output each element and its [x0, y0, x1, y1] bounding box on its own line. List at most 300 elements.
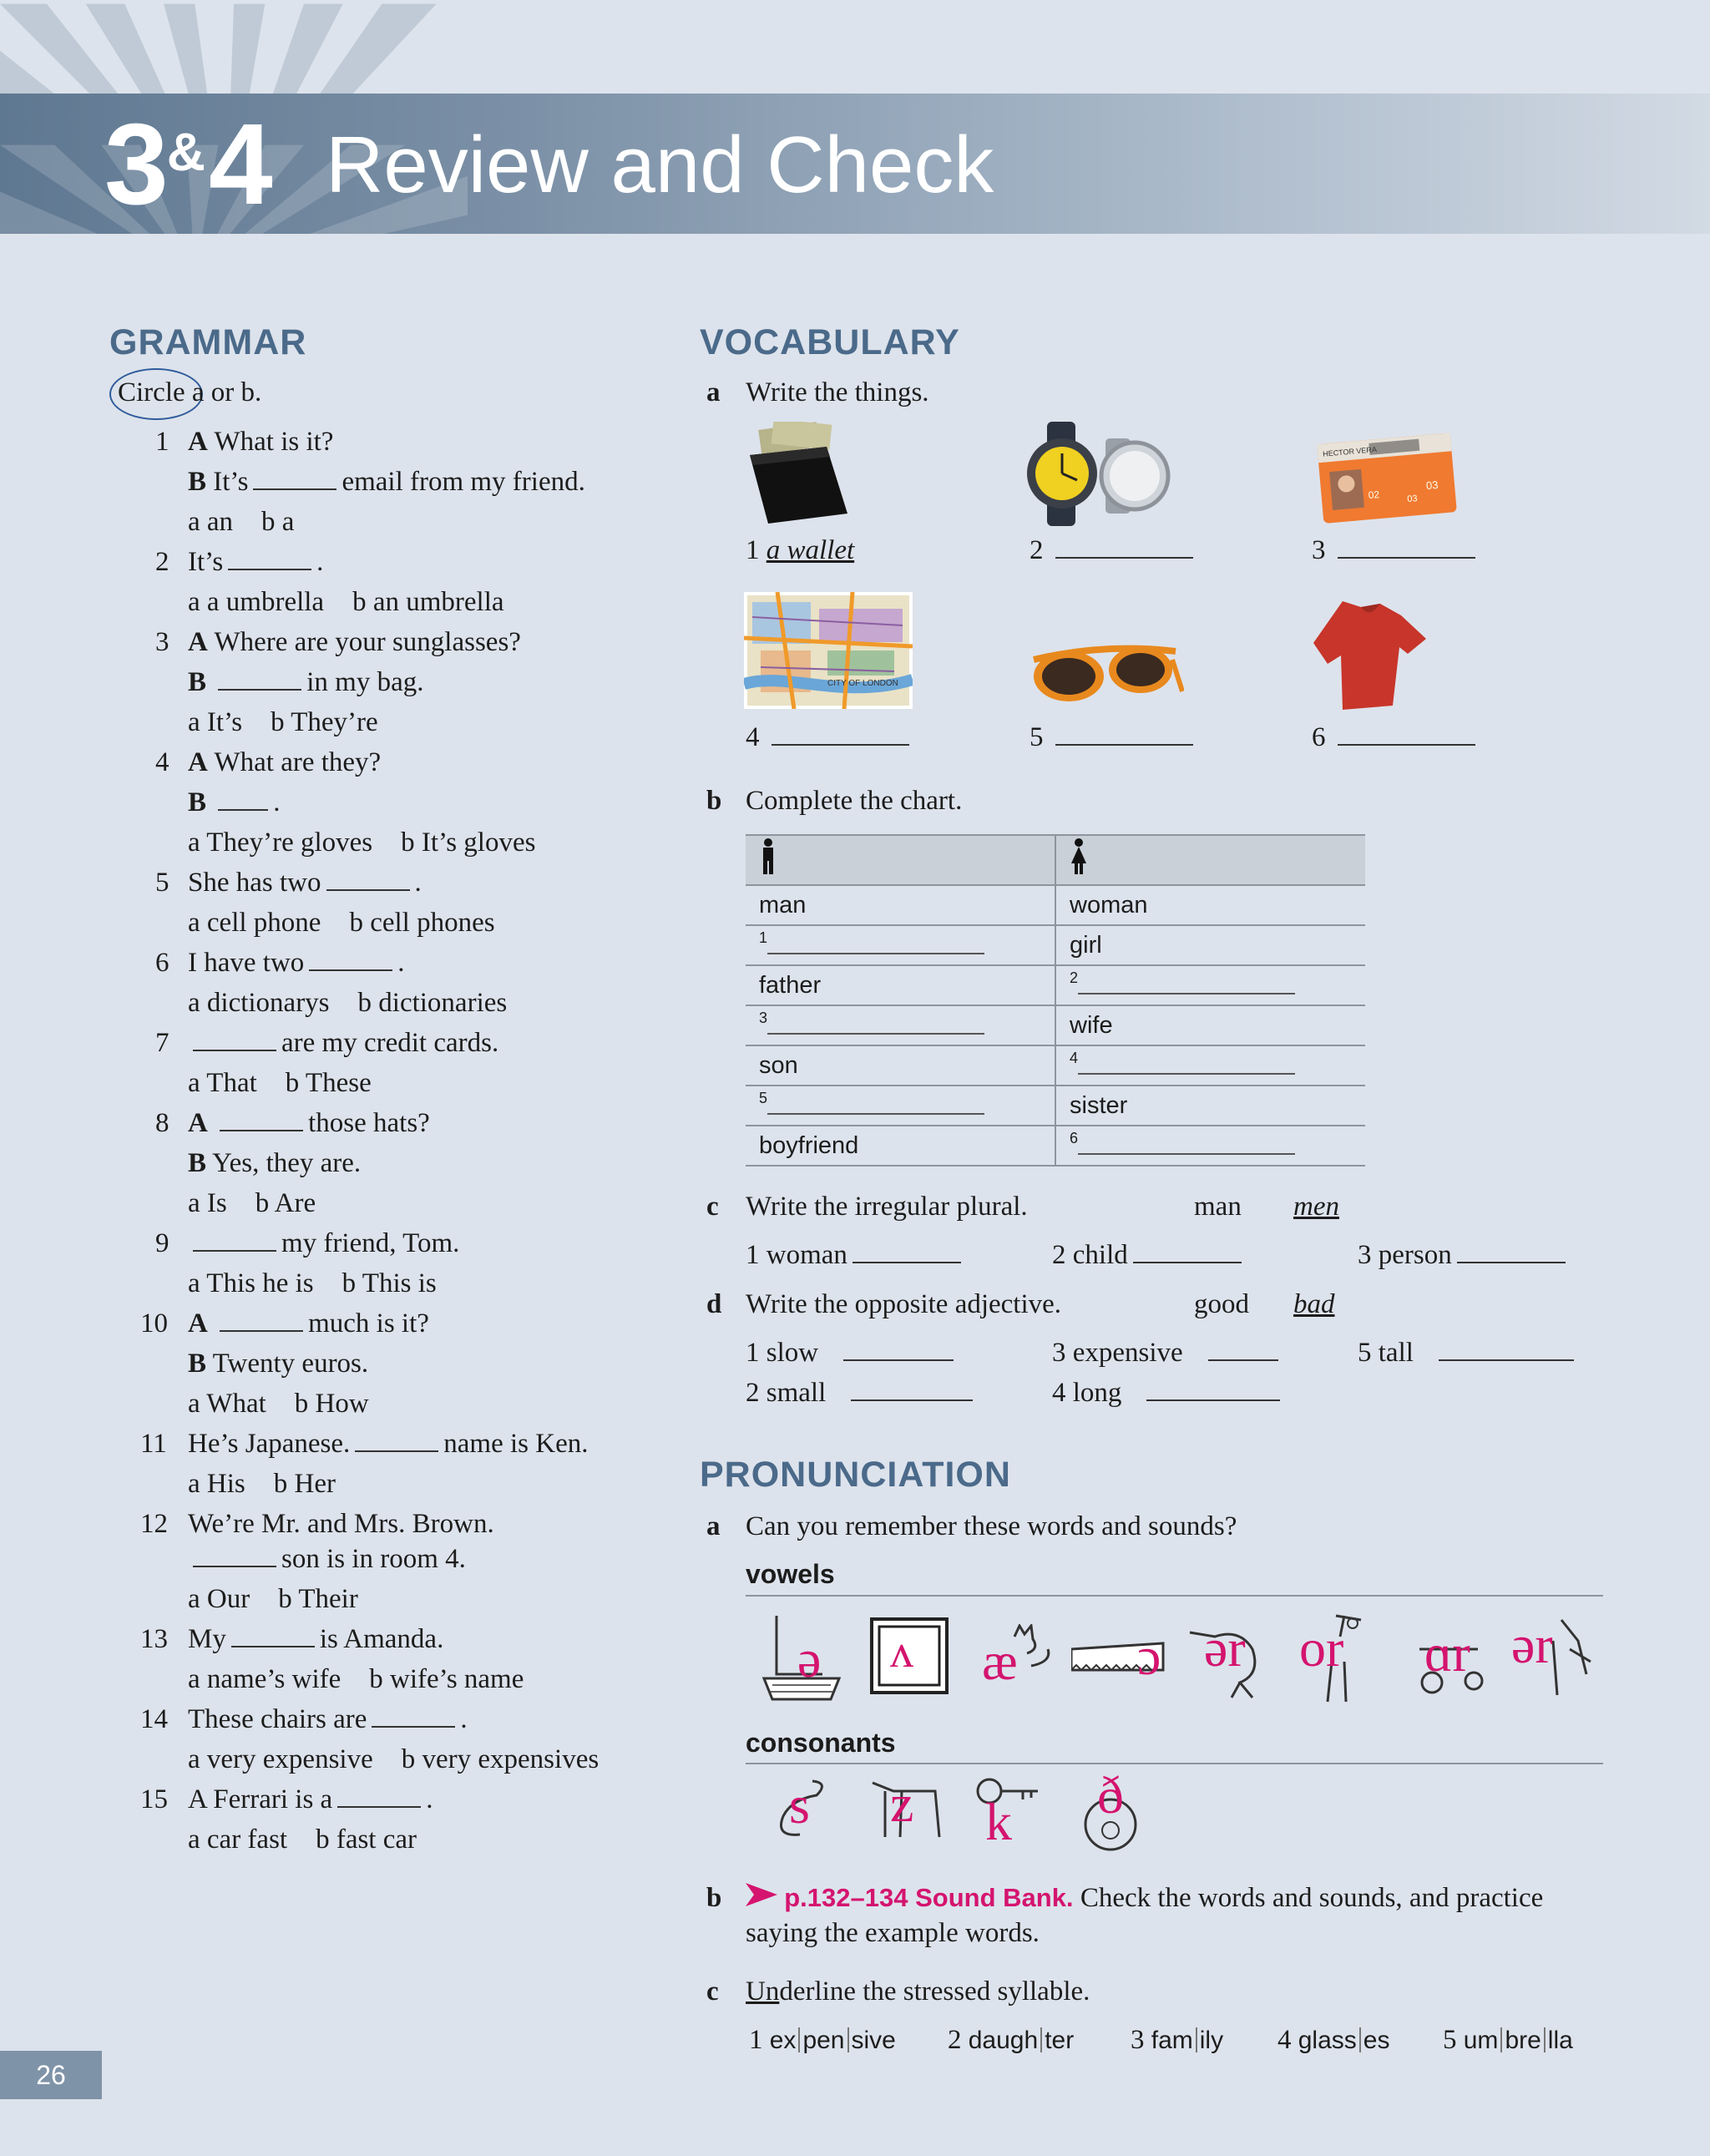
answer-blank[interactable] — [1133, 1240, 1242, 1263]
vowel-sound-2: ʌ — [890, 1626, 913, 1678]
consonant-sound-4: ð — [1097, 1765, 1124, 1825]
adjective-item — [746, 1377, 978, 1410]
item-number: 4 — [1052, 1378, 1066, 1408]
option-a[interactable]: a That — [188, 1068, 257, 1098]
vocab-d-example-answer: bad — [1293, 1289, 1335, 1319]
grammar-options — [188, 827, 564, 860]
grammar-heading: GRAMMAR — [109, 322, 307, 362]
answer-blank[interactable] — [218, 787, 268, 811]
syllable-word — [749, 2024, 896, 2057]
chart-header-row — [746, 835, 1365, 885]
chart-word: sister — [1070, 1091, 1128, 1119]
card-name-text: HECTOR VERA — [1322, 445, 1378, 458]
answer-blank[interactable] — [337, 1784, 421, 1808]
female-icon — [1070, 838, 1088, 875]
chart-row — [746, 1086, 1365, 1126]
syllable-text[interactable]: um bre lla — [1463, 2027, 1573, 2054]
chart-word: girl — [1070, 931, 1102, 959]
pron-b-letter: b — [706, 1883, 722, 1913]
vocab-item-2 — [1030, 534, 1198, 568]
grammar-item-number: 2 — [155, 547, 169, 577]
syllable-divider — [1359, 2027, 1361, 2052]
example-answer: a wallet — [766, 535, 855, 565]
item-number: 3 — [1312, 535, 1326, 565]
vocabulary-heading: VOCABULARY — [700, 322, 960, 362]
grammar-item-line — [188, 1147, 361, 1181]
item-word: child — [1072, 1240, 1128, 1270]
vowel-sound-7: ɑr — [1424, 1623, 1470, 1683]
option-a[interactable]: a His — [188, 1469, 245, 1499]
map-icon — [744, 592, 913, 709]
answer-line[interactable] — [767, 1013, 984, 1035]
line-text: My — [188, 1624, 226, 1654]
answer-blank[interactable] — [193, 1228, 276, 1252]
syllable-word — [1277, 2024, 1389, 2057]
grammar-item-line — [188, 787, 281, 820]
syllable-text[interactable]: ex pen sive — [769, 2027, 896, 2054]
family-chart — [746, 834, 1365, 1167]
female-cell — [1055, 1086, 1365, 1126]
item-word: small — [766, 1378, 827, 1408]
adjective-item — [1358, 1337, 1579, 1370]
grammar-item-line — [188, 1784, 433, 1817]
vocab-d-instruction: Write the opposite adjective. — [746, 1289, 1062, 1319]
answer-blank[interactable] — [851, 1378, 973, 1401]
consonants-label: consonants — [746, 1728, 896, 1758]
vocab-item-3 — [1312, 534, 1480, 568]
syllable-word — [1131, 2024, 1223, 2057]
speaker-label: B — [188, 467, 207, 497]
answer-blank[interactable] — [231, 1624, 315, 1647]
speaker-label: B — [188, 1148, 207, 1178]
item-number: 5 — [1030, 722, 1044, 752]
grammar-item-number: 15 — [140, 1784, 168, 1814]
chart-word: woman — [1070, 891, 1148, 919]
grammar-item-number: 9 — [155, 1228, 169, 1258]
syllable-word — [1443, 2024, 1573, 2057]
speaker-label: A — [188, 627, 208, 657]
line-text: . — [397, 948, 405, 978]
female-cell[interactable] — [1055, 1045, 1365, 1086]
vowel-sound-8: ər — [1511, 1615, 1553, 1674]
option-a[interactable]: a This he is — [188, 1268, 314, 1298]
answer-line[interactable] — [767, 1093, 984, 1115]
line-text: A Ferrari is a — [188, 1784, 333, 1814]
answer-blank[interactable] — [772, 722, 909, 746]
consonant-sound-3: k — [985, 1792, 1012, 1851]
grammar-item-line — [188, 1027, 498, 1060]
vocab-c-instruction: Write the irregular plural. — [746, 1192, 1028, 1222]
option-b[interactable]: b How — [294, 1389, 369, 1419]
card-number-text-3: 03 — [1406, 493, 1419, 505]
option-b[interactable]: b Are — [255, 1188, 316, 1218]
unit-number: 3&4 — [104, 100, 268, 229]
option-a[interactable]: a car fast — [188, 1825, 288, 1855]
grammar-item-line — [188, 747, 381, 780]
line-text: name is Ken. — [443, 1429, 589, 1459]
female-cell — [1055, 1005, 1365, 1045]
speaker-label: A — [188, 747, 208, 777]
pron-c-instruction: Underline the stressed syllable. — [746, 1976, 1090, 2007]
answer-line[interactable] — [1078, 1053, 1295, 1075]
blank-number: 2 — [1070, 969, 1079, 986]
line-text: These chairs are — [188, 1704, 367, 1734]
grammar-item-number: 7 — [155, 1028, 169, 1058]
line-text: much is it? — [308, 1308, 429, 1339]
item-number: 2 — [1052, 1240, 1066, 1270]
grammar-item-line — [188, 426, 333, 459]
blank-number: 1 — [759, 929, 768, 946]
item-number: 2 — [948, 2025, 962, 2055]
page-title: Review and Check — [326, 120, 994, 210]
male-cell — [746, 965, 1055, 1005]
blank-number: 6 — [1070, 1130, 1079, 1146]
item-number: 5 — [1358, 1338, 1372, 1368]
vocab-a-letter: a — [706, 377, 721, 407]
consonant-sound-1: s — [789, 1775, 810, 1835]
grammar-item-line — [188, 1703, 468, 1737]
chart-row — [746, 965, 1365, 1005]
grammar-item-number: 14 — [140, 1704, 168, 1734]
consonants-rule — [746, 1763, 1603, 1764]
line-text: . — [426, 1784, 433, 1814]
male-cell — [746, 1126, 1055, 1166]
grammar-item-number: 13 — [140, 1624, 168, 1654]
grammar-item-number: 3 — [155, 627, 169, 657]
speaker-label: A — [188, 1308, 208, 1339]
chart-row — [746, 1045, 1365, 1086]
line-text: . — [316, 547, 324, 577]
chart-word: man — [759, 891, 807, 919]
answer-blank[interactable] — [1439, 1338, 1574, 1361]
grammar-item-line — [188, 947, 405, 980]
card-number-text-2: 02 — [1368, 488, 1380, 502]
line-text: are my credit cards. — [281, 1028, 499, 1058]
card-number-text: 03 — [1425, 478, 1439, 493]
answer-line[interactable] — [1078, 1133, 1295, 1155]
grammar-item-number: 12 — [140, 1509, 168, 1539]
line-text: I have two — [188, 948, 305, 978]
item-number: 1 — [746, 1240, 760, 1270]
grammar-item-line — [188, 1623, 443, 1657]
grammar-options — [188, 706, 407, 740]
answer-blank[interactable] — [1208, 1338, 1278, 1361]
vocab-a-instruction: Write the things. — [746, 377, 929, 407]
item-number: 1 — [749, 2025, 763, 2055]
grammar-item-line — [188, 1107, 430, 1141]
item-number: 3 — [1131, 2025, 1145, 2055]
grammar-item-line — [188, 466, 585, 499]
grammar-item-number: 11 — [140, 1429, 167, 1459]
item-word: slow — [766, 1338, 819, 1368]
blank-number: 3 — [759, 1010, 768, 1026]
pron-c-letter: c — [706, 1976, 719, 2007]
line-text: We’re Mr. and Mrs. Brown. — [188, 1509, 494, 1539]
plural-item — [746, 1239, 966, 1273]
grammar-item-number: 5 — [155, 868, 169, 898]
grammar-options — [188, 1583, 387, 1617]
syllable-divider — [847, 2027, 849, 2052]
grammar-item-number: 1 — [155, 427, 169, 457]
pronunciation-heading: PRONUNCIATION — [700, 1455, 1011, 1495]
speaker-label: A — [188, 1108, 208, 1138]
answer-blank[interactable] — [852, 1240, 961, 1263]
grammar-options — [188, 987, 535, 1020]
syllable-divider — [1544, 2027, 1546, 2052]
item-word: woman — [766, 1240, 847, 1270]
vowel-sound-3: æ — [982, 1632, 1018, 1691]
item-word: person — [1378, 1240, 1452, 1270]
line-text: . — [273, 787, 281, 817]
option-a[interactable]: a a umbrella — [188, 587, 325, 617]
grammar-instruction: Circle a or b. — [118, 377, 262, 407]
chart-row — [746, 925, 1365, 965]
watch-icon — [1022, 422, 1181, 526]
option-b[interactable]: b They’re — [271, 707, 378, 737]
tshirt-icon — [1309, 597, 1434, 714]
item-number: 2 — [1030, 535, 1044, 565]
sound-bank-link[interactable]: p.132–134 Sound Bank. — [784, 1883, 1074, 1912]
grammar-options — [188, 1824, 445, 1857]
female-cell[interactable] — [1055, 965, 1365, 1005]
vowels-label: vowels — [746, 1559, 835, 1589]
grammar-item-line — [188, 1308, 429, 1341]
map-label: CITY OF LONDON — [827, 679, 898, 688]
chart-word: father — [759, 971, 822, 999]
female-cell[interactable] — [1055, 1126, 1365, 1166]
male-column-header — [746, 835, 1055, 885]
speaker-label: A — [188, 427, 208, 457]
grammar-options — [188, 1663, 552, 1697]
vocab-d-letter: d — [706, 1289, 722, 1319]
chart-row — [746, 885, 1365, 925]
item-word: tall — [1378, 1338, 1414, 1368]
option-b[interactable]: b fast car — [316, 1825, 417, 1855]
grammar-item-number: 8 — [155, 1108, 169, 1138]
vocab-c-example-word: man — [1194, 1192, 1242, 1222]
vowels-rule — [746, 1595, 1603, 1597]
male-cell — [746, 885, 1055, 925]
male-cell[interactable] — [746, 1005, 1055, 1045]
answer-blank[interactable] — [843, 1338, 954, 1361]
syllable-divider — [798, 2027, 800, 2052]
line-text: son is in room 4. — [281, 1544, 466, 1574]
option-b[interactable]: b dictionaries — [357, 988, 508, 1018]
item-number: 6 — [1312, 722, 1326, 752]
syllable-text[interactable]: glass es — [1298, 2027, 1390, 2054]
answer-line[interactable] — [767, 933, 984, 954]
option-a[interactable]: a What — [188, 1389, 266, 1419]
vocab-item-6 — [1312, 721, 1480, 755]
grammar-item-line — [188, 1508, 494, 1541]
line-text: Where are your sunglasses? — [214, 627, 521, 657]
wallet-icon — [743, 422, 860, 526]
vocab-d-example-word: good — [1194, 1289, 1249, 1319]
answer-blank[interactable] — [193, 1544, 276, 1567]
vocab-item-4 — [746, 721, 914, 755]
adjective-item — [1052, 1337, 1283, 1370]
syllable-divider — [1500, 2027, 1502, 2052]
line-text: He’s Japanese. — [188, 1429, 351, 1459]
answer-blank[interactable] — [326, 868, 410, 891]
vocab-item-5 — [1030, 721, 1198, 755]
option-a[interactable]: a cell phone — [188, 908, 321, 938]
speaker-label: B — [188, 667, 207, 697]
pron-b-line-2: saying the example words. — [746, 1918, 1040, 1948]
option-a[interactable]: a Is — [188, 1188, 227, 1218]
syllable-divider — [1040, 2027, 1042, 2052]
sunglasses-icon — [1025, 626, 1184, 710]
answer-blank[interactable] — [372, 1704, 455, 1728]
line-text: email from my friend. — [341, 467, 585, 497]
line-text: my friend, Tom. — [281, 1228, 460, 1258]
grammar-item-line — [188, 1428, 588, 1461]
pron-b-line-1: p.132–134 Sound Bank. Check the words and sounds, and practice — [746, 1882, 1543, 1916]
blank-number: 5 — [759, 1090, 768, 1106]
female-column-header — [1055, 835, 1365, 885]
answer-blank[interactable] — [220, 1308, 303, 1332]
male-cell[interactable] — [746, 1086, 1055, 1126]
id-card-icon — [1313, 430, 1464, 526]
item-number: 5 — [1443, 2025, 1457, 2055]
grammar-options — [188, 506, 322, 539]
grammar-options — [188, 1744, 627, 1777]
plural-item — [1358, 1239, 1571, 1273]
line-text: What is it? — [214, 427, 334, 457]
syllable-divider — [1196, 2027, 1197, 2052]
answer-blank[interactable] — [220, 1108, 303, 1131]
item-number: 3 — [1358, 1240, 1372, 1270]
option-a[interactable]: a an — [188, 507, 234, 537]
option-b[interactable]: b Their — [278, 1584, 358, 1614]
answer-blank[interactable] — [253, 467, 336, 490]
male-cell[interactable] — [746, 925, 1055, 965]
vocab-b-letter: b — [706, 786, 722, 816]
vocab-item-1 — [746, 534, 854, 568]
line-text: Twenty euros. — [212, 1349, 369, 1379]
item-word: long — [1072, 1378, 1122, 1408]
answer-blank[interactable] — [218, 667, 301, 691]
option-b[interactable]: b wife’s name — [369, 1664, 524, 1694]
item-number: 1 — [746, 1338, 760, 1368]
answer-blank[interactable] — [228, 547, 311, 570]
line-text: It’s — [213, 467, 249, 497]
vocab-b-instruction: Complete the chart. — [746, 786, 963, 816]
grammar-item-line — [188, 1543, 466, 1577]
option-b[interactable]: b Her — [273, 1469, 336, 1499]
line-text: is Amanda. — [319, 1624, 444, 1654]
option-a[interactable]: a name’s wife — [188, 1664, 341, 1694]
chart-word: son — [759, 1051, 798, 1079]
grammar-item-line — [188, 666, 424, 700]
grammar-item-number: 6 — [155, 948, 169, 978]
answer-blank[interactable] — [1055, 722, 1193, 746]
answer-blank[interactable] — [1146, 1378, 1280, 1401]
plural-item — [1052, 1239, 1247, 1273]
grammar-item-line — [188, 626, 521, 660]
option-b[interactable]: b a — [261, 507, 295, 537]
option-a[interactable]: a They’re gloves — [188, 827, 373, 858]
option-b[interactable]: b very expensives — [401, 1744, 600, 1774]
chart-word: wife — [1070, 1011, 1113, 1039]
page-number: 26 — [0, 2051, 102, 2099]
chart-row — [746, 1005, 1365, 1045]
line-text: What are they? — [214, 747, 382, 777]
option-b[interactable]: b cell phones — [349, 908, 495, 938]
vowel-sound-1: ə — [797, 1629, 822, 1688]
item-number: 1 — [746, 535, 760, 565]
grammar-options — [188, 1187, 344, 1221]
item-number: 2 — [746, 1378, 760, 1408]
pron-a-letter: a — [706, 1511, 721, 1541]
male-icon — [759, 838, 777, 875]
grammar-item-line — [188, 546, 323, 579]
grammar-options — [188, 1388, 397, 1421]
line-text: those hats? — [308, 1108, 430, 1138]
vowel-sound-6: or — [1299, 1618, 1344, 1678]
answer-blank[interactable] — [1338, 722, 1475, 746]
option-a[interactable]: a It’s — [188, 707, 243, 737]
line-text: . — [414, 868, 422, 898]
line-text: She has two — [188, 868, 321, 898]
syllable-text[interactable]: fam ily — [1151, 2027, 1224, 2054]
chart-word: boyfriend — [759, 1131, 859, 1159]
item-number: 3 — [1052, 1338, 1066, 1368]
option-b[interactable]: b an umbrella — [352, 587, 504, 617]
grammar-options — [188, 586, 533, 620]
grammar-item-number: 4 — [155, 747, 169, 777]
speaker-label: B — [188, 1349, 207, 1379]
option-b[interactable]: b It’s gloves — [401, 827, 536, 858]
line-text: Yes, they are. — [212, 1148, 362, 1178]
grammar-options — [188, 1268, 465, 1301]
chart-row — [746, 1126, 1365, 1166]
vowel-sound-4: ɔ — [1137, 1627, 1161, 1686]
syllable-word — [948, 2024, 1074, 2057]
grammar-item-number: 10 — [140, 1308, 168, 1339]
item-number: 4 — [1277, 2025, 1292, 2055]
answer-blank[interactable] — [1055, 535, 1193, 559]
line-text: It’s — [188, 547, 224, 577]
grammar-options — [188, 1067, 400, 1101]
answer-blank[interactable] — [1338, 535, 1475, 559]
male-cell — [746, 1045, 1055, 1086]
pron-a-instruction: Can you remember these words and sounds? — [746, 1511, 1237, 1541]
vocab-c-letter: c — [706, 1192, 719, 1222]
item-number: 4 — [746, 722, 760, 752]
grammar-item-line — [188, 1227, 459, 1261]
grammar-options — [188, 1468, 364, 1501]
syllable-text[interactable]: daugh ter — [968, 2027, 1075, 2054]
consonant-sound-2: z — [890, 1774, 914, 1833]
female-cell — [1055, 885, 1365, 925]
option-a[interactable]: a very expensive — [188, 1744, 373, 1774]
answer-blank[interactable] — [193, 1028, 276, 1051]
option-a[interactable]: a dictionarys — [188, 988, 330, 1018]
answer-blank[interactable] — [1457, 1240, 1566, 1263]
answer-line[interactable] — [1078, 973, 1295, 994]
grammar-item-line — [188, 867, 422, 900]
adjective-item — [1052, 1377, 1285, 1410]
female-cell — [1055, 925, 1365, 965]
adjective-item — [746, 1337, 959, 1370]
option-b[interactable]: b These — [285, 1068, 372, 1098]
speaker-label: B — [188, 787, 207, 817]
option-b[interactable]: b This is — [341, 1268, 437, 1298]
answer-blank[interactable] — [355, 1429, 438, 1452]
answer-blank[interactable] — [309, 948, 392, 971]
option-a[interactable]: a Our — [188, 1584, 250, 1614]
